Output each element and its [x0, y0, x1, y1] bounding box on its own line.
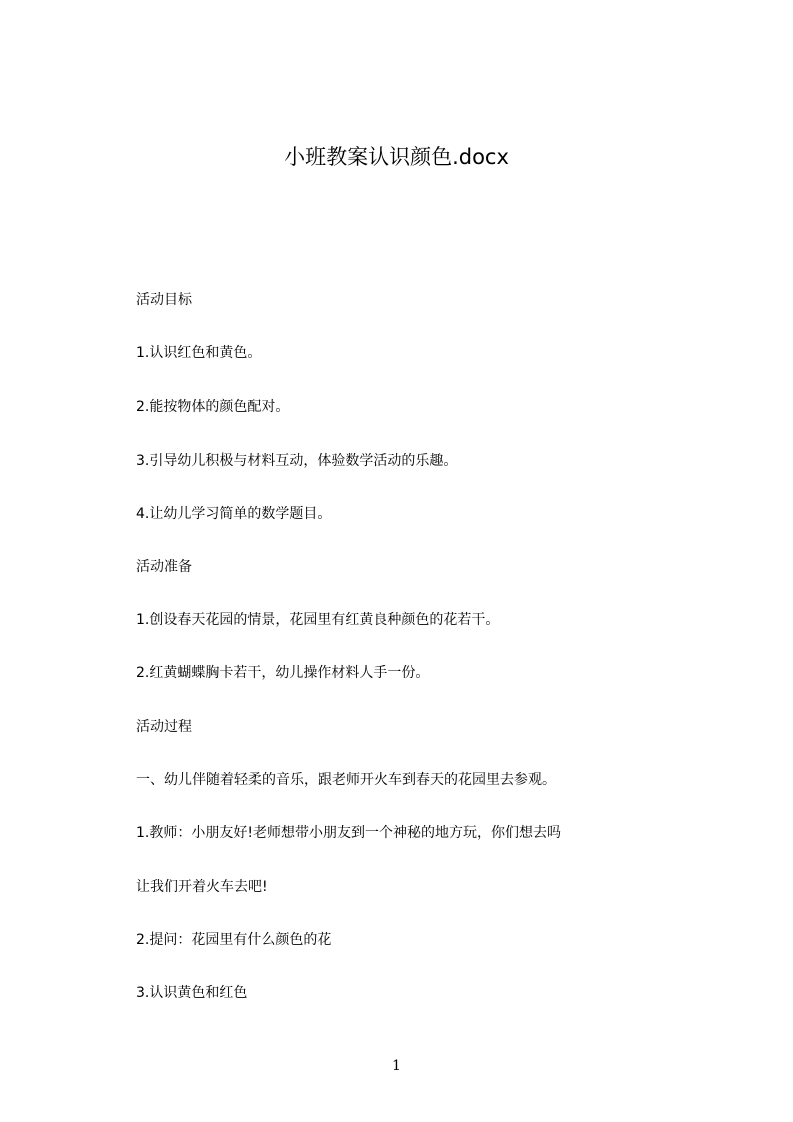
document-title: 小班教案认识颜色.docx [284, 145, 509, 169]
process-item-2: 2.提问：花园里有什么颜色的花 [136, 932, 332, 948]
goal-item-4: 4.让幼儿学习简单的数学题目。 [136, 506, 332, 522]
goal-item-2: 2.能按物体的颜色配对。 [136, 399, 290, 415]
goal-item-3: 3.引导幼儿积极与材料互动，体验数学活动的乐趣。 [136, 453, 458, 469]
process-step-1: 一、幼儿伴随着轻柔的音乐，跟老师开火车到春天的花园里去参观。 [136, 772, 556, 788]
preparation-item-1: 1.创设春天花园的情景，花园里有红黄良种颜色的花若干。 [136, 612, 500, 628]
page-number: 1 [392, 1058, 401, 1074]
section-heading-goals: 活动目标 [136, 292, 192, 308]
goal-item-1: 1.认识红色和黄色。 [136, 345, 262, 361]
process-item-1: 1.教师：小朋友好!老师想带小朋友到一个神秘的地方玩，你们想去吗 [136, 825, 561, 841]
preparation-item-2: 2.红黄蝴蝶胸卡若干，幼儿操作材料人手一份。 [136, 665, 430, 681]
section-heading-process: 活动过程 [136, 719, 192, 735]
process-item-1-continued: 让我们开着火车去吧! [136, 879, 268, 895]
process-item-3: 3.认识黄色和红色 [136, 985, 248, 1001]
section-heading-preparation: 活动准备 [136, 559, 192, 575]
